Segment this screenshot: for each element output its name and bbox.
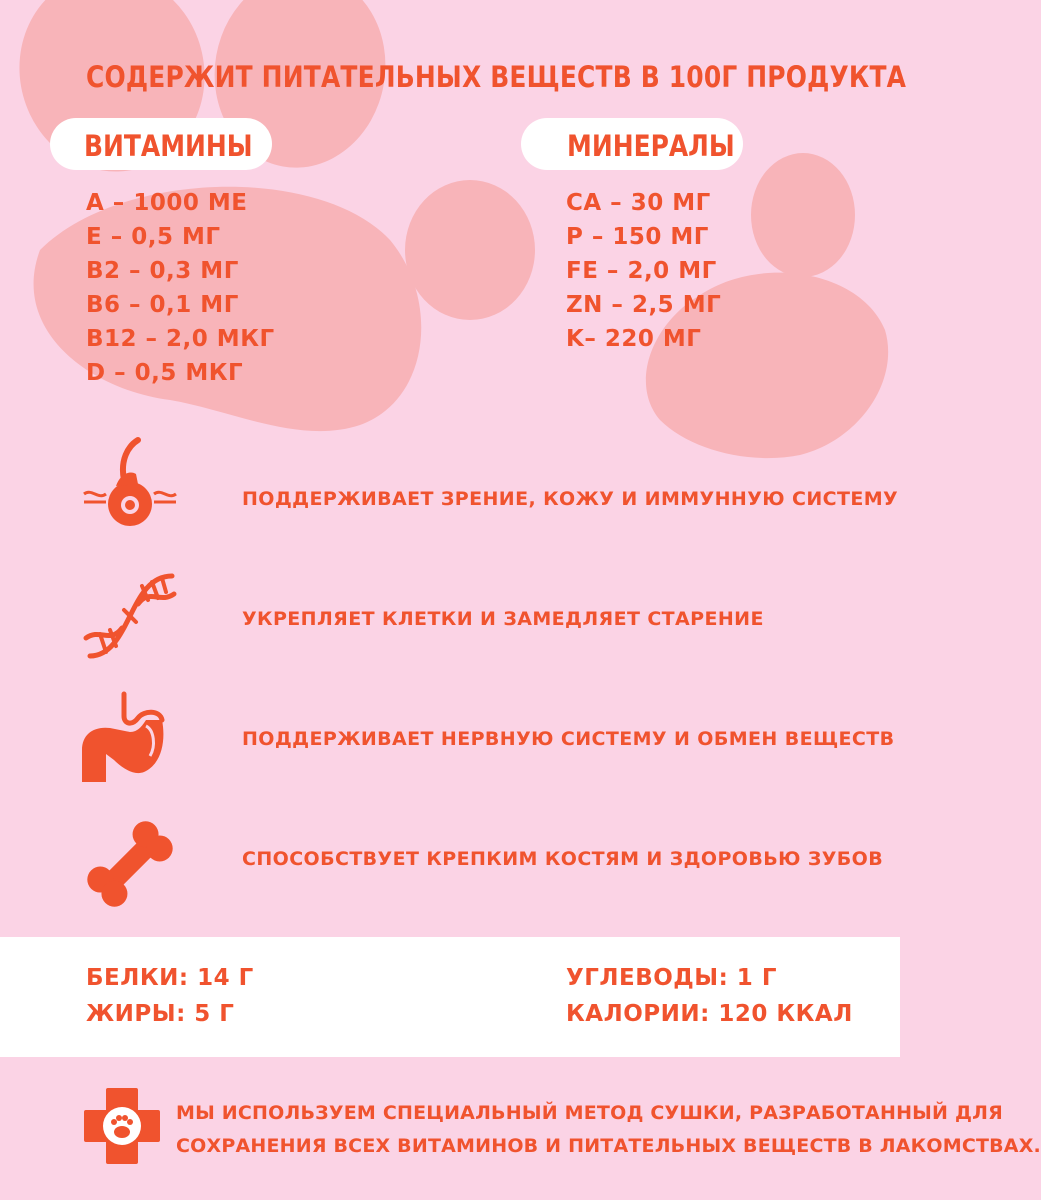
benefit-row bbox=[0, 566, 900, 676]
benefit-text: СПОСОБСТВУЕТ КРЕПКИМ КОСТЯМ И ЗДОРОВЬЮ ЗУБОВ bbox=[242, 848, 884, 870]
note-line: СОХРАНЕНИЯ ВСЕХ ВИТАМИНОВ И ПИТАТЕЛЬНЫХ ВЕЩЕСТВ В ЛАКОМСТВАХ. bbox=[176, 1135, 1041, 1157]
list-item: B6 – 0,1 МГ bbox=[86, 292, 239, 318]
benefit-text: ПОДДЕРЖИВАЕТ ЗРЕНИЕ, КОЖУ И ИММУННУЮ СИСТЕМУ bbox=[242, 488, 899, 510]
bone-icon bbox=[80, 814, 180, 914]
note-line: МЫ ИСПОЛЬЗУЕМ СПЕЦИАЛЬНЫЙ МЕТОД СУШКИ, РАЗРАБОТАННЫЙ ДЛЯ bbox=[176, 1102, 1003, 1124]
stomach-icon bbox=[80, 690, 180, 790]
minerals-badge bbox=[521, 118, 743, 170]
vitamins-badge bbox=[50, 118, 272, 170]
fat-value: ЖИРЫ: 5 Г bbox=[86, 1001, 235, 1027]
dna-icon bbox=[80, 566, 180, 666]
list-item: CA – 30 МГ bbox=[566, 190, 711, 216]
drying-method-note bbox=[176, 1097, 1041, 1163]
list-item: K– 220 МГ bbox=[566, 326, 702, 352]
macros-panel bbox=[0, 937, 900, 1057]
list-item: P – 150 МГ bbox=[566, 224, 709, 250]
benefit-row bbox=[0, 690, 900, 800]
benefit-text: ПОДДЕРЖИВАЕТ НЕРВНУЮ СИСТЕМУ И ОБМЕН ВЕЩЕСТВ bbox=[242, 728, 895, 750]
carbs-value: УГЛЕВОДЫ: 1 Г bbox=[566, 965, 777, 991]
minerals-list bbox=[566, 186, 721, 356]
list-item: ZN – 2,5 МГ bbox=[566, 292, 722, 318]
list-item: B2 – 0,3 МГ bbox=[86, 258, 239, 284]
benefit-row bbox=[0, 814, 900, 924]
calories-value: КАЛОРИИ: 120 ККАЛ bbox=[566, 1001, 853, 1027]
list-item: E – 0,5 МГ bbox=[86, 224, 221, 250]
skin-hair-icon bbox=[80, 438, 180, 538]
list-item: FE – 2,0 МГ bbox=[566, 258, 717, 284]
page-title: СОДЕРЖИТ ПИТАТЕЛЬНЫХ ВЕЩЕСТВ В 100Г ПРОДУКТА bbox=[86, 60, 907, 94]
vitamins-label: ВИТАМИНЫ bbox=[84, 129, 253, 163]
minerals-label: МИНЕРАЛЫ bbox=[567, 129, 735, 163]
list-item: D – 0,5 МКГ bbox=[86, 360, 244, 386]
vitamins-list bbox=[86, 186, 275, 390]
benefit-row bbox=[0, 438, 900, 548]
list-item: A – 1000 МЕ bbox=[86, 190, 248, 216]
list-item: B12 – 2,0 МКГ bbox=[86, 326, 275, 352]
protein-value: БЕЛКИ: 14 Г bbox=[86, 965, 254, 991]
medical-cross-paw-icon bbox=[82, 1086, 162, 1166]
benefit-text: УКРЕПЛЯЕТ КЛЕТКИ И ЗАМЕДЛЯЕТ СТАРЕНИЕ bbox=[242, 608, 764, 630]
